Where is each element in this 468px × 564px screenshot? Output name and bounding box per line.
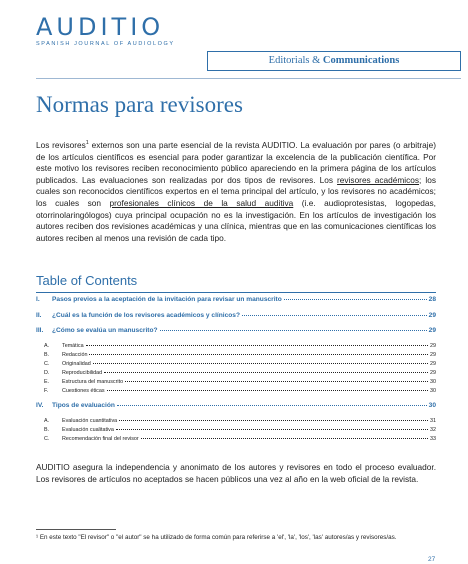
clinical-professionals-term: profesionales clínicos de la salud auditiva: [109, 197, 294, 208]
toc-entry-number: A.: [44, 418, 50, 424]
toc-leader: [86, 345, 428, 346]
toc-leader: [125, 381, 428, 382]
toc-entry-text: Cuestiones éticas: [62, 388, 105, 394]
toc-entry-iv-b[interactable]: [44, 427, 436, 433]
toc-entry-page: 30: [428, 402, 436, 409]
toc-entry-number: F.: [44, 388, 49, 394]
closing-paragraph: AUDITIO asegura la independencia y anonimato de los autores y revisores en todo el proceso evaluador. Los revisores de artículos no aceptados se hacen públicos una vez al año en la web oficial de la revista.: [36, 462, 436, 484]
toc-entry-iii[interactable]: [36, 327, 436, 334]
toc-entry-iii-a[interactable]: [44, 343, 436, 349]
header-divider: [36, 78, 461, 79]
section-prefix: Editorials &: [268, 55, 321, 66]
intro-paragraph: [36, 140, 436, 244]
logo-subtitle: SPANISH JOURNAL OF AUDIOLOGY: [36, 41, 175, 47]
toc-entry-text: Pasos previos a la aceptación de la invitación para revisar un manuscrito: [52, 296, 282, 303]
page-number: 27: [428, 556, 436, 563]
toc-entry-page: 29: [430, 352, 436, 358]
toc-leader: [284, 299, 427, 300]
toc-entry-i[interactable]: [36, 296, 436, 303]
intro-text-3: ; los cuales son reconocidos científicos expertos en el tema principal del artículo, y los revisores no académicos; los cuales son: [36, 174, 436, 208]
logo-wordmark: AUDITIO: [36, 13, 165, 41]
toc-leader: [116, 429, 428, 430]
toc-entry-text: Tipos de evaluación: [52, 402, 115, 409]
toc-entry-page: 29: [428, 312, 436, 319]
toc-entry-number: C.: [44, 436, 50, 442]
toc-entry-text: Originalidad: [62, 361, 91, 367]
intro-text-2: externos son una parte esencial de la revista AUDITIO. La evaluación por pares (o arbitraje) de los artículos científicos es esencial para poder garantizar la excelencia de la publicación científica. Por este motivo los revisores reciben reconocimiento público apareciendo en la primera página de los artículos publicados. Las evaluaciones son realizadas por dos tipos de revisores. Los: [36, 140, 436, 185]
toc-entry-text: ¿Cuál es la función de los revisores académicos y clínicos?: [52, 312, 240, 319]
toc-leader: [107, 390, 428, 391]
toc-entry-text: ¿Cómo se evalúa un manuscrito?: [52, 327, 158, 334]
footnote: ¹ En este texto "El revisor" o "el autor" se ha utilizado de forma común para referirse a 'el', 'la', 'los', 'las' autores/as y revisores/as.: [36, 534, 397, 541]
toc-title: Table of Contents: [36, 273, 138, 288]
toc-leader: [119, 420, 428, 421]
toc-entry-page: 29: [428, 327, 436, 334]
toc-entry-page: 30: [430, 379, 436, 385]
toc-leader: [242, 315, 427, 316]
toc-entry-page: 28: [428, 296, 436, 303]
section-bold: Communications: [322, 55, 400, 66]
toc-entry-iv-c[interactable]: [44, 436, 436, 442]
toc-entry-page: 32: [430, 427, 436, 433]
toc-entry-text: Estructura del manuscrito: [62, 379, 124, 385]
intro-text-1: Los revisores: [36, 140, 86, 150]
toc-leader: [141, 438, 428, 439]
toc-entry-text: Recomendación final del revisor: [62, 436, 139, 442]
footnote-mark[interactable]: 1: [85, 140, 89, 147]
toc-leader: [93, 363, 428, 364]
toc-entry-number: D.: [44, 370, 50, 376]
toc-entry-page: 33: [430, 436, 436, 442]
toc-leader: [104, 372, 428, 373]
footnote-divider: [36, 529, 116, 530]
toc-entry-number: A.: [44, 343, 50, 349]
toc-entry-number: I.: [36, 296, 40, 303]
toc-entry-number: B.: [44, 427, 50, 433]
toc-leader: [117, 405, 427, 406]
toc-entry-text: Redacción: [62, 352, 88, 358]
toc-entry-number: C.: [44, 361, 50, 367]
toc-entry-number: II.: [36, 312, 42, 319]
toc-entry-page: 30: [430, 388, 436, 394]
toc-entry-number: IV.: [36, 402, 44, 409]
toc-entry-iii-d[interactable]: [44, 370, 436, 376]
journal-logo: [36, 14, 175, 47]
toc-entry-text: Evaluación cuantitativa: [62, 418, 118, 424]
toc-entry-text: Temática: [62, 343, 84, 349]
intro-text-4: (i.e. audioprotesistas, logopedas, otorrinolaringólogos) cuya principal ocupación no es la investigación. En los artículos de investigación los autores reciben dos revisiones académicas y una clínica, mientras que en las comunicaciones científicas los autores reciben al menos una revisión de cada tipo.: [36, 197, 436, 243]
toc-entry-iii-f[interactable]: [44, 388, 436, 394]
toc-entry-number: E.: [44, 379, 50, 385]
toc-entry-iv[interactable]: [36, 402, 436, 409]
toc-entry-page: 31: [430, 418, 436, 424]
section-label: [207, 51, 461, 71]
toc-entry-number: B.: [44, 352, 50, 358]
toc-entry-iii-e[interactable]: [44, 379, 436, 385]
toc-leader: [160, 330, 427, 331]
toc-entry-page: 29: [430, 370, 436, 376]
toc-entry-text: Reproducibilidad: [62, 370, 103, 376]
toc-entry-text: Evaluación cualitativa: [62, 427, 114, 433]
toc-entry-iii-b[interactable]: [44, 352, 436, 358]
toc-entry-ii[interactable]: [36, 312, 436, 319]
toc-divider: [36, 292, 436, 293]
toc-leader: [89, 354, 428, 355]
toc-entry-number: III.: [36, 327, 44, 334]
toc-entry-page: 29: [430, 343, 436, 349]
toc-entry-page: 29: [430, 361, 436, 367]
academic-reviewers-term: revisores académicos: [337, 174, 420, 185]
toc-entry-iv-a[interactable]: [44, 418, 436, 424]
page-title: Normas para revisores: [36, 92, 243, 117]
toc-entry-iii-c[interactable]: [44, 361, 436, 367]
